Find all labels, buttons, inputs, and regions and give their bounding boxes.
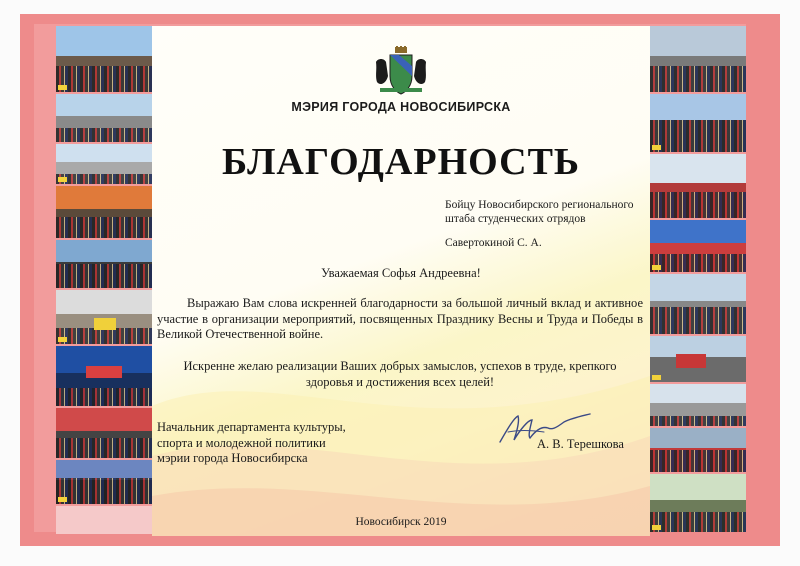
recipient-line-1: Бойцу Новосибирского регионального [445,199,634,211]
photo-marching-column [56,94,152,142]
recipient-organization [445,198,650,226]
footer-place-year: Новосибирск 2019 [355,516,447,528]
signatory-position-line-1: Начальник департамента культуры, [157,420,346,434]
photo-marching-park [650,474,746,532]
photo-tricolor-march [650,154,746,218]
greeting: Уважаемая Софья Андреевна! [321,266,481,280]
novosibirsk-coat-of-arms-icon [372,46,430,98]
certificate-title: БЛАГОДАРНОСТЬ [221,141,581,183]
gratitude-paragraph: Выражаю Вам слова искренней благодарности за большой личный вклад и активное участие в организации мероприятий, посвященных Празднику Весны и Труда и Победы в Великой Отечественной войне. [157,296,643,341]
photo-balloons [650,94,746,152]
photo-blank-strip [56,506,152,534]
signatory-position-line-2: спорта и молодежной политики [157,435,326,450]
photo-blue-banner [650,220,746,272]
photo-dancers [56,460,152,504]
photo-orange-stage [56,186,152,238]
photo-yellow-car [56,290,152,344]
photo-girls-red-jackets [650,428,746,472]
wishes-paragraph [157,359,643,390]
signatory-name: А. В. Терешкова [537,437,624,451]
photo-flags-crowd [56,408,152,458]
photo-red-truck [650,336,746,382]
city-hall-heading: МЭРИЯ ГОРОДА НОВОСИБИРСКА [291,100,511,114]
wishes-line-1: Искренне желаю реализации Ваших добрых замыслов, успехов в труде, крепкого [183,359,617,373]
recipient-name: Савертокиной С. А. [445,237,542,249]
recipient-line-2: штаба студенческих отрядов [445,213,586,225]
photo-parade-crowd [56,26,152,92]
signatory-position [157,420,407,467]
photo-city-square [650,384,746,426]
photo-street-march [650,26,746,92]
signatory-position-line-3: мэрии города Новосибирска [157,451,308,465]
photo-concert-stage [56,346,152,406]
photo-street-column [650,274,746,334]
photo-city-street [56,144,152,184]
photo-square-crowd [56,240,152,288]
wishes-line-2: здоровья и достижения всех целей! [305,374,495,389]
